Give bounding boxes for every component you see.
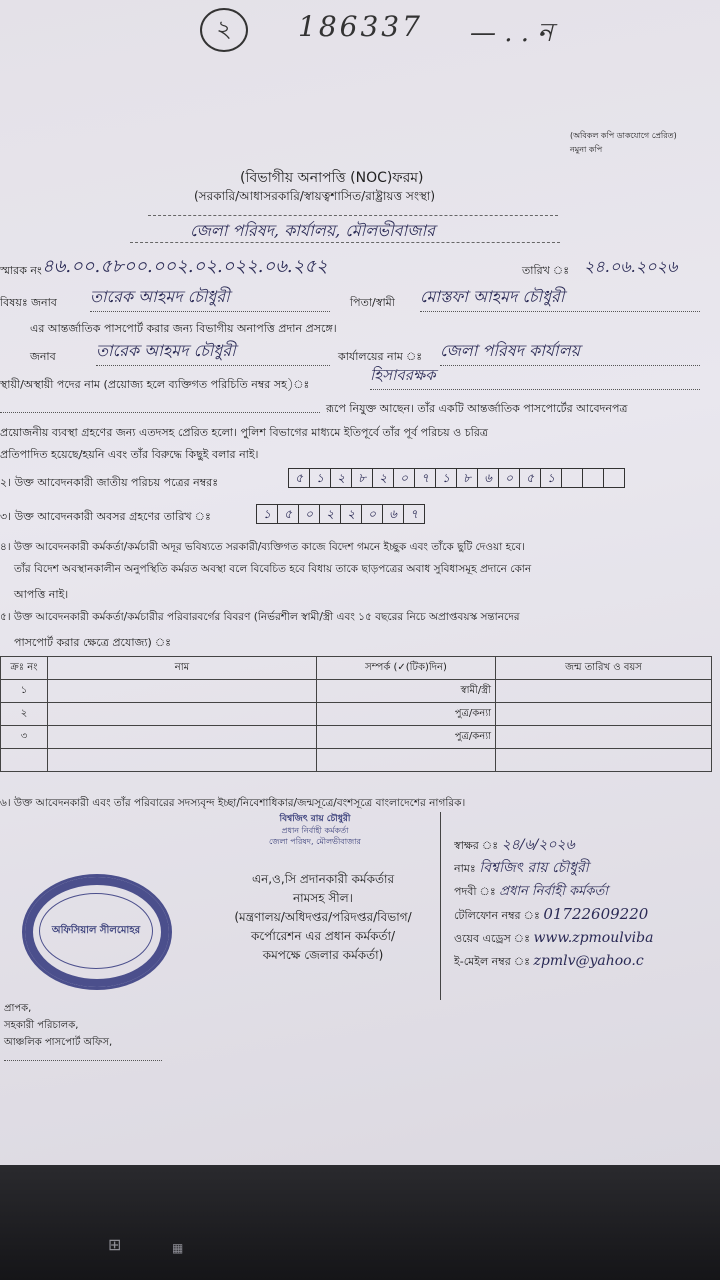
nid-boxes [288,468,625,488]
col-birthdate: জন্ম তারিখ ও বয়স [496,657,712,680]
retirement-date-boxes [256,504,425,524]
retire-digit: ৬ [383,505,404,523]
recipient-block [4,1000,112,1051]
top-handwritten-tail: — . . ন [470,18,553,48]
col-name: নাম [48,657,317,680]
row-name [48,749,317,772]
col-relation: সম্পর্ক (✓(টিক)দিন) [317,657,496,680]
item5-line2: পাসপোর্ট করার ক্ষেত্রে প্রযোজ্য) ঃ [14,636,172,649]
table-row [1,703,712,726]
row-serial: ২ [1,703,48,726]
retire-digit: ২ [320,505,341,523]
dark-surface [0,1165,720,1280]
noc-line: (মন্ত্রণালয়/অধিদপ্তর/পরিদপ্তর/বিভাগ/ [234,910,412,924]
row-birthdate [496,726,712,749]
officer-stamp [250,814,380,847]
row-birthdate [496,703,712,726]
field-value: www.zpmoulviba [533,930,654,946]
form-subtitle: (সরকারি/আধাসরকারি/স্বায়ত্বশাসিত/রাষ্ট্রায়ত্ত সংস্থা) [194,189,436,203]
col-serial: ক্রঃ নং [1,657,48,680]
top-handwritten-number: 186337 [298,10,423,43]
row-relation: পুত্র/কন্যা [317,726,496,749]
retire-digit: ২ [341,505,362,523]
keyboard-icon: ▦ [172,1241,184,1255]
recipient-line: আঞ্চলিক পাসপোর্ট অফিস, [4,1037,113,1048]
retire-digit: ৫ [278,505,299,523]
field-label: পদবী ঃ [454,885,496,898]
nid-digit: ৫ [289,469,310,487]
table-header-row [1,657,712,680]
sign-field [454,834,716,857]
noc-authority [208,870,438,965]
official-seal [22,874,172,990]
row-relation: পুত্র/কন্যা [317,703,496,726]
table-row [1,749,712,772]
top-circled-number: ২ [200,8,248,52]
post-label: স্থায়ী/অস্থায়ী পদের নাম (প্রয়োজ্য হলে ব্যক্তিগত পরিচিতি নম্বর সহ)ঃ [0,378,310,391]
sign-field [454,927,716,950]
row-birthdate [496,749,712,772]
nid-digit: ৭ [415,469,436,487]
windows-logo-icon: ⊞ [108,1235,122,1254]
nid-digit: ৫ [520,469,541,487]
para3: প্রতিপাদিত হয়েছে/হয়নি এবং তাঁর বিরুদ্ধে কিছুই বলার নাই। [0,448,259,461]
memo-value: ৪৬.০০.৫৮০০.০০২.০২.০২২.০৬.২৫২ [42,256,328,277]
father-name: মোস্তফা আহমদ চৌধুরী [420,284,700,312]
row-name [48,680,317,703]
family-table [0,656,712,772]
item4-line2: তাঁর বিদেশ অবস্থানকালীন অনুপস্থিতি কর্মরত অবস্থা বলে বিবেচিত হবে বিধায় তাকে ছাড়পত্রের অবাধ সুবিধাসমূহ প্রদানে কোন [14,563,532,575]
row-serial: ১ [1,680,48,703]
janab-label: জনাব [30,350,56,363]
field-label: ই-মেইল নম্বর ঃ [454,955,530,968]
nid-digit: ১ [436,469,457,487]
form-title: (বিভাগীয় অনাপত্তি (NOC)ফরম) [240,170,424,186]
field-value: প্রধান নির্বাহী কর্মকর্তা [499,884,608,899]
row-relation: স্বামী/স্ত্রী [317,680,496,703]
item2-label: ২। উক্ত আবেদনকারী জাতীয় পরিচয় পত্রের নম্বরঃ [0,476,219,489]
nid-digit: ৮ [352,469,373,487]
stamp-line: প্রধান নির্বাহী কর্মকর্তা [281,826,349,835]
item5-line1: ৫। উক্ত আবেদনকারী কর্মকর্তা/কর্মচারীর পরিবারবর্গের বিবরণ (নির্ভরশীল স্বামী/স্ত্রী এবং ১৫ বছরের নিচে অপ্রাপ্তবয়স্ক সন্তানদের [0,611,520,623]
row-birthdate [496,680,712,703]
office-handwritten: জেলা পরিষদ, কার্যালয়, মৌলভীবাজার [190,221,435,240]
nid-digit: ২ [373,469,394,487]
sign-field [454,857,716,880]
recipient-line: সহকারী পরিচালক, [4,1020,79,1031]
nid-digit: ০ [499,469,520,487]
recipient-dots [4,1060,162,1061]
sign-field [454,903,716,927]
item3-label: ৩। উক্ত আবেদনকারী অবসর গ্রহণের তারিখ ঃ [0,510,211,523]
stamp-line: জেলা পরিষদ, মৌলভীবাজার [269,837,361,846]
row-name [48,726,317,749]
nid-digit: ৬ [478,469,499,487]
row-name [48,703,317,726]
row-serial: ৩ [1,726,48,749]
date-label: তারিখ ঃ [522,264,570,277]
noc-line: কমপক্ষে জেলার কর্মকর্তা) [262,948,384,962]
nid-digit [562,469,583,487]
field-label: ওয়েব এড্রেস ঃ [454,932,530,945]
item6: ৬। উক্ত আবেদনকারী এবং তাঁর পরিবারের সদস্যবৃন্দ ইচ্ছা/নিবেশাধিকার/জন্মসূত্রে/বংশসূত্রে বাংলাদেশের নাগরিক। [0,797,466,809]
office-label: কার্যালয়ের নাম ঃ [338,350,423,363]
vertical-divider [440,812,441,1000]
stamp-line: বিশ্বজিৎ রায় চৌধুরী [279,814,351,824]
nid-digit: ২ [331,469,352,487]
retire-digit: ০ [299,505,320,523]
nid-digit [583,469,604,487]
row-relation [317,749,496,772]
sign-field [454,950,716,973]
nid-digit: ১ [310,469,331,487]
corner-note-line1: (অবিকল কপি ডাকযোগে প্রেরিত) [570,131,677,140]
field-label: টেলিফোন নম্বর ঃ [454,909,540,922]
para2: প্রয়োজনীয় ব্যবস্থা গ্রহণের জন্য এতদসহ প্রেরিত হলো। পুলিশ বিভাগের মাধ্যমে ইতিপূর্বে তাঁর পূর্ব পরিচয় ও চরিত্র [0,426,488,439]
table-row [1,680,712,703]
subject-name: তারেক আহমদ চৌধুরী [90,284,330,312]
nid-digit [604,469,624,487]
father-label: পিতা/স্বামী [350,296,395,309]
retire-digit: ৭ [410,507,418,521]
nid-digit: ৮ [457,469,478,487]
row-serial [1,749,48,772]
recipient-line: প্রাপক, [4,1003,32,1014]
signature-block [454,834,716,973]
field-value: বিশ্বজিৎ রায় চৌধুরী [479,860,589,876]
field-value: zpmlv@yahoo.c [533,953,644,969]
corner-note-line2: নমুনা কপি [570,145,603,154]
item4-line1: ৪। উক্ত আবেদনকারী কর্মকর্তা/কর্মচারী অদূর ভবিষ্যতে সরকারী/ব্যক্তিগত কাজে বিদেশ গমনে ইচ্ছুক এবং তাঁকে ছুটি দেওয়া হবে। [0,541,525,553]
noc-line: নামসহ সীল। [293,891,353,905]
memo-label: স্মারক নং [0,264,42,277]
subject-label: বিষয়ঃ জনাব [0,296,57,309]
retire-digit: ১ [257,505,278,523]
retire-digit: ০ [362,505,383,523]
divider [130,242,560,243]
field-label: স্বাক্ষর ঃ [454,839,499,852]
item4-line3: আপত্তি নাই। [14,588,69,601]
nid-digit: ০ [394,469,415,487]
post-value: হিসাবরক্ষক [370,364,700,390]
dots-line [0,412,320,413]
field-value: ২৪/৬/২০২৬ [501,837,575,853]
noc-line: এন,ও,সি প্রদানকারী কর্মকর্তার [251,872,395,886]
field-label: নামঃ [454,862,476,875]
table-row [1,726,712,749]
subject-line2: এর আন্তর্জাতিক পাসপোর্ট করার জন্য বিভাগীয় অনাপত্তি প্রদান প্রসঙ্গে। [30,322,337,335]
nid-digit: ১ [541,469,562,487]
seal-text: অফিসিয়াল সীলমোহর [39,893,153,969]
field-value: 01722609220 [543,905,649,923]
janab-name: তারেক আহমদ চৌধুরী [96,338,330,366]
date-value: ২৪.০৬.২০২৬ [584,257,678,276]
divider [148,215,558,216]
noc-line: কর্পোরেশন এর প্রধান কর্মকর্তা/ [250,929,395,943]
sign-field [454,880,716,903]
para1: রূপে নিযুক্ত আছেন। তাঁর একটি আন্তর্জাতিক পাসপোর্টের আবেদনপত্র [326,402,628,415]
office-name: জেলা পরিষদ কার্যালয় [440,338,700,366]
